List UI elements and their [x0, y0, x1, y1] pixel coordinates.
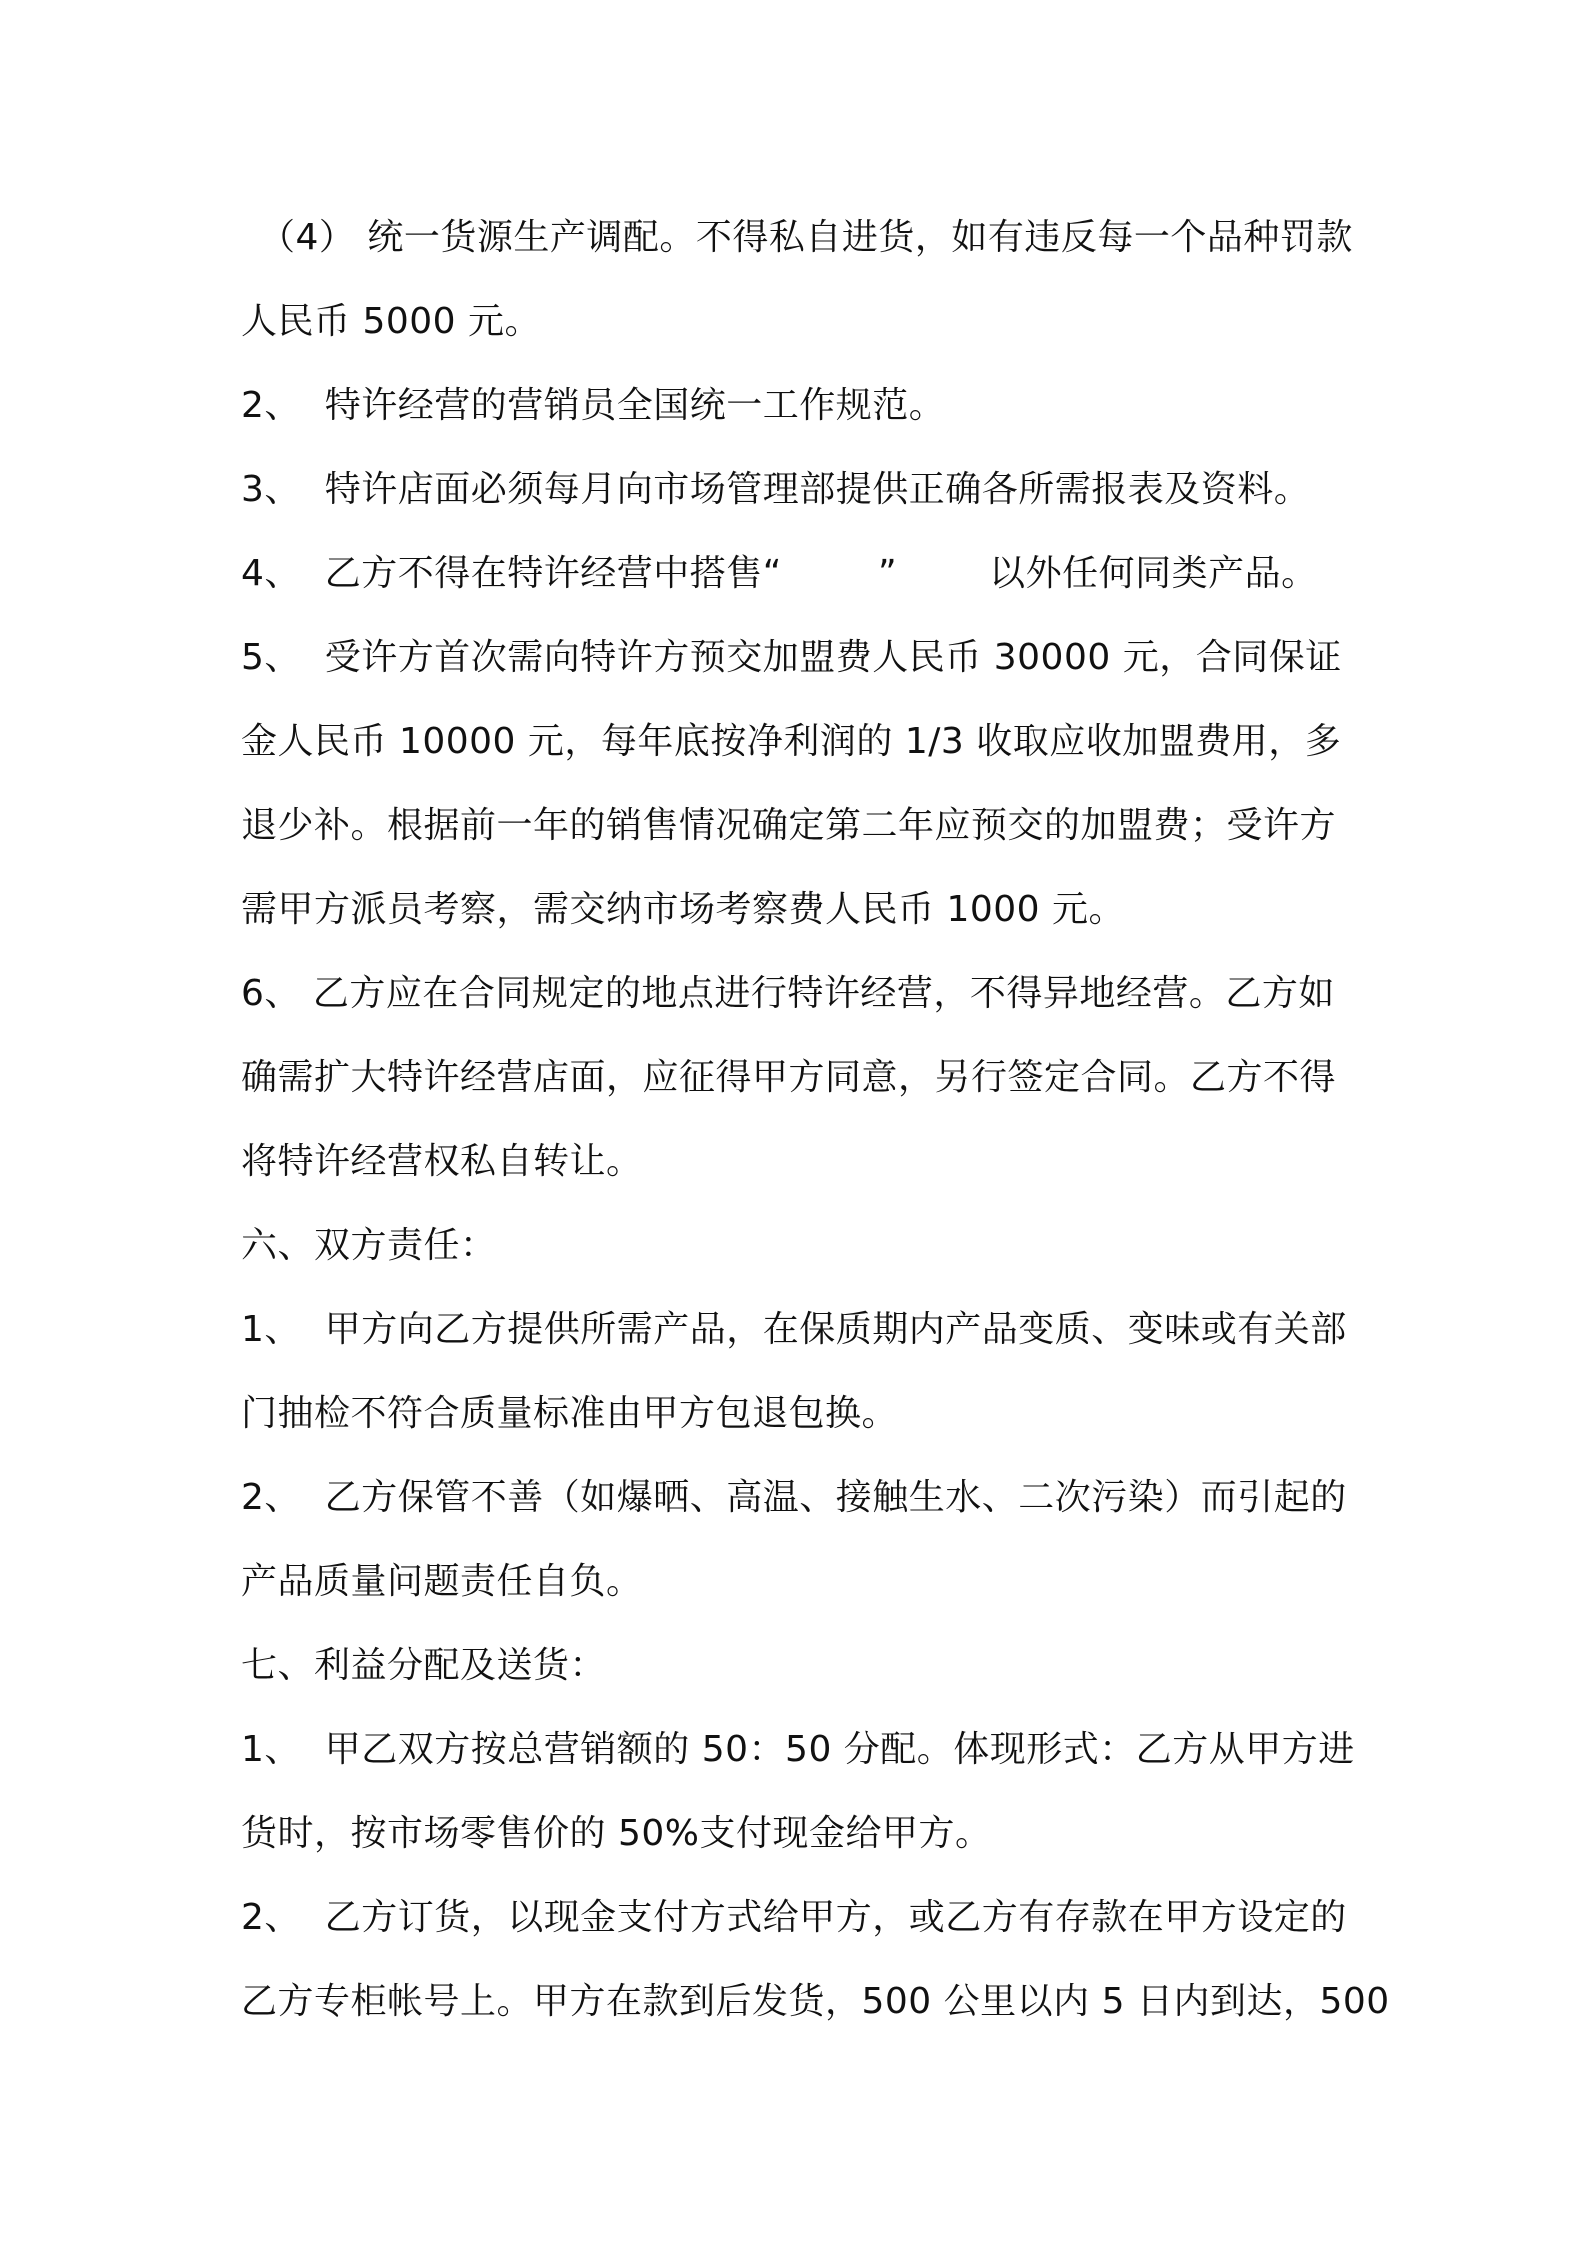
paragraph-line: 1、 甲乙双方按总营销额的 50：50 分配。体现形式：乙方从甲方进	[241, 1729, 1355, 1770]
clause-4-start: 4、 乙方不得在特许经营中搭售“	[241, 553, 782, 594]
paragraph-line: 产品质量问题责任自负。	[241, 1561, 643, 1602]
paragraph-line: 需甲方派员考察，需交纳市场考察费人民币 1000 元。	[241, 889, 1126, 930]
paragraph-line: 人民币 5000 元。	[241, 301, 542, 342]
clause-4-quote-close: ”	[877, 553, 898, 594]
paragraph-line: 1、 甲方向乙方提供所需产品，在保质期内产品变质、变味或有关部	[241, 1309, 1347, 1350]
paragraph-line: 2、 特许经营的营销员全国统一工作规范。	[241, 385, 946, 426]
section-heading: 六、双方责任：	[241, 1225, 497, 1266]
clause-4-end: 以外任何同类产品。	[989, 553, 1318, 594]
section-heading: 七、利益分配及送货：	[241, 1645, 607, 1686]
paragraph-line: 门抽检不符合质量标准由甲方包退包换。	[241, 1393, 899, 1434]
paragraph-line: 6、 乙方应在合同规定的地点进行特许经营，不得异地经营。乙方如	[241, 973, 1335, 1014]
paragraph-line: 金人民币 10000 元，每年底按净利润的 1/3 收取应收加盟费用，多	[241, 721, 1342, 762]
paragraph-line: 5、 受许方首次需向特许方预交加盟费人民币 30000 元，合同保证	[241, 637, 1342, 678]
paragraph-line: 3、 特许店面必须每月向市场管理部提供正确各所需报表及资料。	[241, 469, 1311, 510]
paragraph-line: 2、 乙方订货，以现金支付方式给甲方，或乙方有存款在甲方设定的	[241, 1897, 1347, 1938]
paragraph-line: 退少补。根据前一年的销售情况确定第二年应预交的加盟费；受许方	[241, 805, 1337, 846]
document-body	[241, 196, 1390, 2044]
paragraph-line: 2、 乙方保管不善（如爆晒、高温、接触生水、二次污染）而引起的	[241, 1477, 1347, 1518]
paragraph-line	[241, 532, 1361, 616]
paragraph-line: 货时，按市场零售价的 50%支付现金给甲方。	[241, 1813, 992, 1854]
paragraph-line: 确需扩大特许经营店面，应征得甲方同意，另行签定合同。乙方不得	[241, 1057, 1337, 1098]
paragraph-line: （4） 统一货源生产调配。不得私自进货，如有违反每一个品种罚款	[259, 217, 1353, 258]
paragraph-line: 将特许经营权私自转让。	[241, 1141, 643, 1182]
paragraph-line: 乙方专柜帐号上。甲方在款到后发货，500 公里以内 5 日内到达，500	[241, 1981, 1390, 2022]
